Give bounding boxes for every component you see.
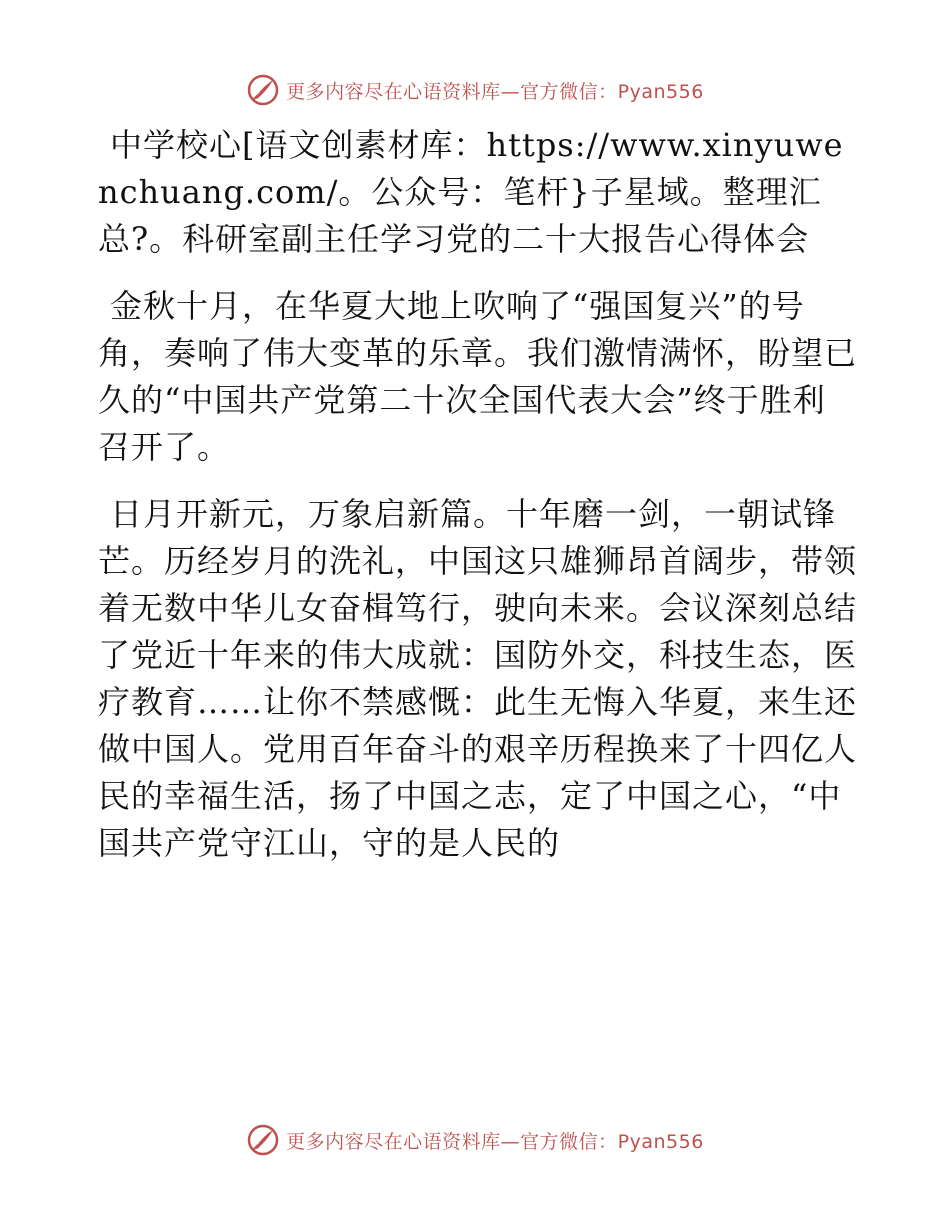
- document-body: [98, 122, 858, 887]
- paragraph-body: 日月开新元，万象启新篇。十年磨一剑，一朝试锋芒。历经岁月的洗礼，中国这只雄狮昂首阔步，带领着无数中华儿女奋楫笃行，驶向未来。会议深刻总结了党近十年来的伟大成就：国防外交，科技生态，医疗教育……让你不禁感慨：此生无悔入华夏，来生还做中国人。党用百年奋斗的艰辛历程换来了十四亿人民的幸福生活，扬了中国之志，定了中国之心，“中国共产党守江山，守的是人民的: [98, 495, 858, 862]
- footer-banner-text: 更多内容尽在心语资料库—官方微信：Pyan556: [286, 1130, 704, 1153]
- quill-logo-icon: [246, 1123, 280, 1157]
- paragraph-title: 中学校心[语文创素材库：https://www.xinyuwenchuang.com/。公众号：笔杆}子星域。整理汇总?。科研室副主任学习党的二十大报告心得体会: [98, 126, 844, 258]
- header-banner: [0, 70, 950, 110]
- header-banner-text: 更多内容尽在心语资料库—官方微信：Pyan556: [286, 80, 704, 103]
- quill-logo-icon: [246, 73, 280, 107]
- paragraph-intro: 金秋十月，在华夏大地上吹响了“强国复兴”的号角，奏响了伟大变革的乐章。我们激情满怀，盼望已久的“中国共产党第二十次全国代表大会”终于胜利召开了。: [98, 287, 858, 466]
- footer-banner: [0, 1120, 950, 1160]
